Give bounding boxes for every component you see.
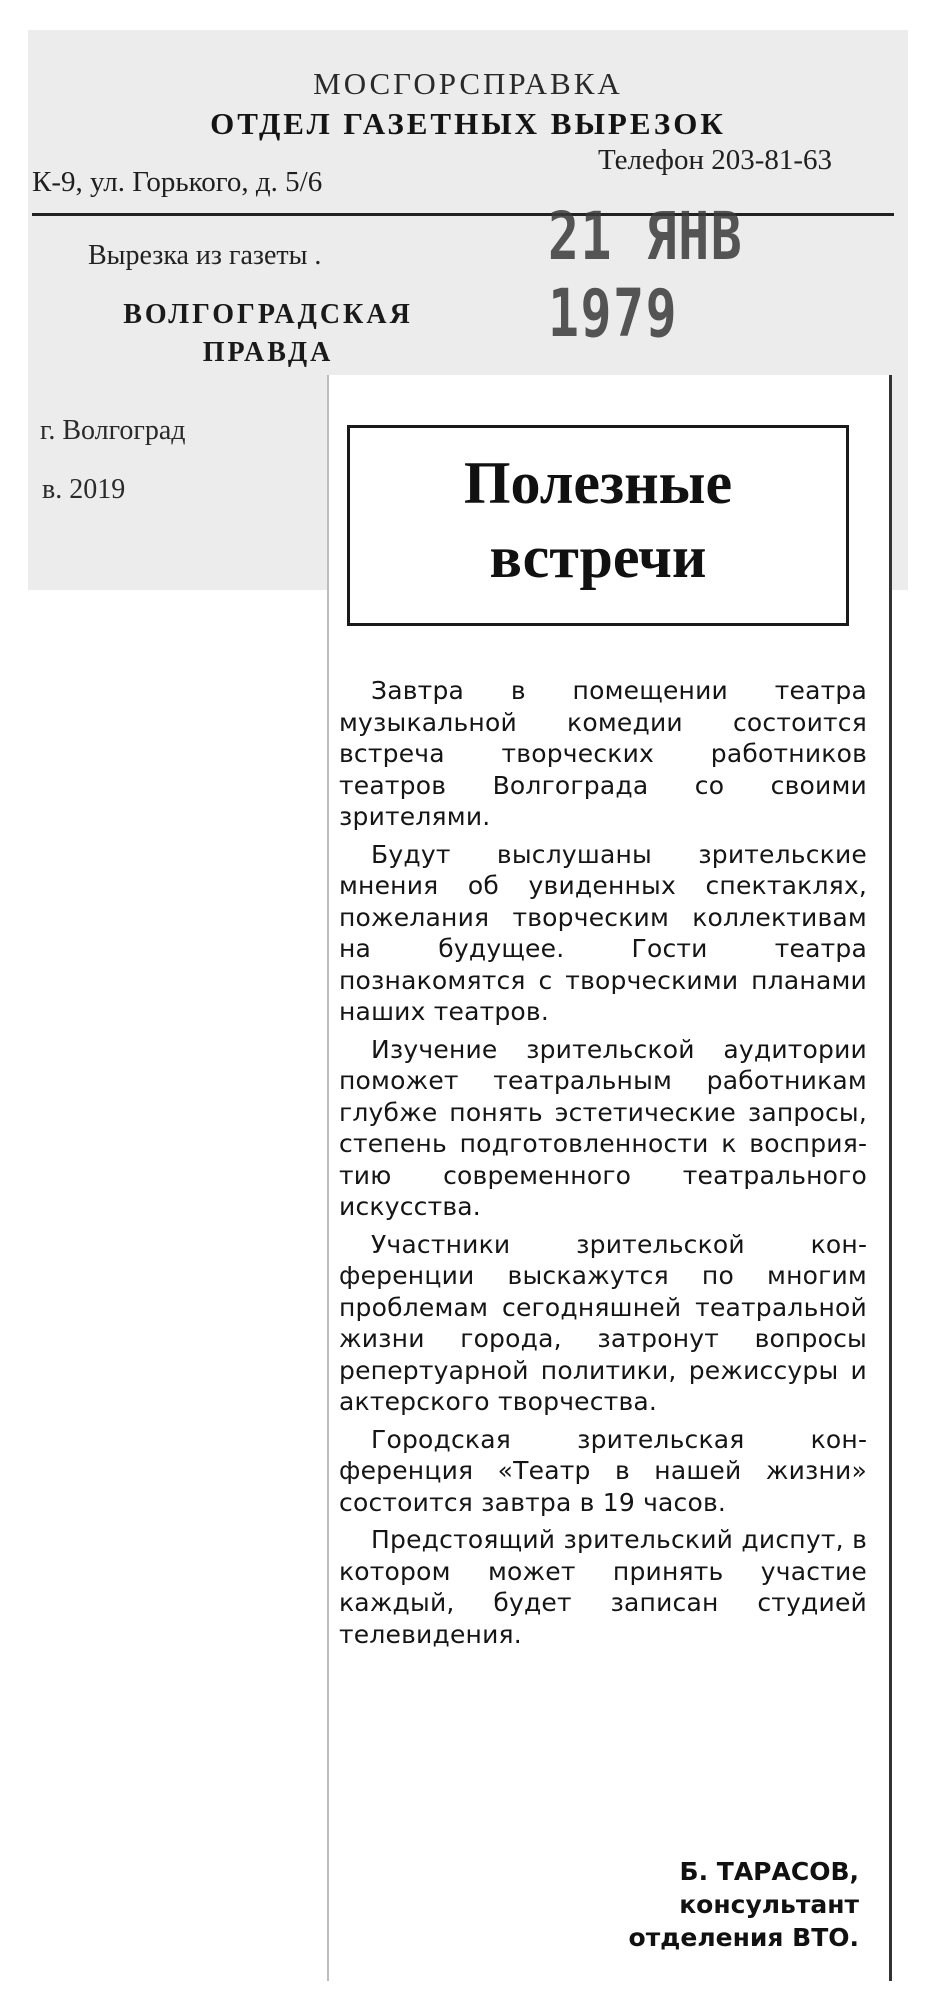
- newspaper-name-line2: ПРАВДА: [202, 337, 334, 368]
- article-clipping: [327, 375, 892, 1981]
- date-stamp: 21 ЯНВ 1979: [548, 198, 744, 352]
- article-signature: [629, 1855, 859, 1954]
- article-body: [339, 675, 867, 1656]
- article-paragraph: Городская зрительская конференция «Театр в нашей жизни» состоится завтра в 19 часов.: [339, 1424, 867, 1517]
- article-paragraph: Завтра в помещении театра музыкальной комедии состоится встреча творческих работников театров Волгограда со своими зрителями.: [339, 676, 867, 831]
- newspaper-name: [88, 296, 448, 372]
- headline-frame: [347, 425, 849, 626]
- article-headline: [350, 446, 846, 594]
- agency-phone: Телефон 203-81-63: [598, 144, 833, 176]
- headline-line2: встречи: [489, 524, 707, 590]
- agency-address: К-9, ул. Горького, д. 5/6: [32, 166, 323, 198]
- newspaper-city: г. Волгоград: [40, 415, 186, 446]
- author-name: Б. ТАРАСОВ,: [679, 1857, 859, 1886]
- headline-line1: Полезные: [463, 450, 733, 516]
- newspaper-name-line1: ВОЛГОГРАДСКАЯ: [123, 299, 413, 330]
- article-paragraph: Будут выслушаны зрительские мнения об увиденных спектаклях, пожелания творческим коллективам на будущее. Гости театра познакомятся с творческими планами наших театров.: [339, 839, 867, 1026]
- newspaper-number: в. 2019: [42, 474, 126, 505]
- author-title-line1: консультант: [679, 1890, 859, 1919]
- article-paragraph: Предстоящий зрительский диспут, в котором может принять участие каждый, будет записан студией телевидения.: [339, 1525, 867, 1649]
- clip-from-label: Вырезка из газеты .: [88, 240, 322, 271]
- agency-name: МОСГОРСПРАВКА: [313, 66, 623, 101]
- author-title-line2: отделения ВТО.: [628, 1923, 859, 1952]
- article-paragraph: Изучение зрительской аудитории поможет театральным работникам глубже понять эстетические запросы, степень подготовленности к восприятию современного театрального искусства.: [339, 1034, 867, 1221]
- department-name: ОТДЕЛ ГАЗЕТНЫХ ВЫРЕЗОК: [210, 106, 726, 141]
- article-paragraph: Участники зрительской конференции выскажутся по многим проблемам сегодняшней театральной жизни города, затронут вопросы репертуарной политики, режиссуры и актерского творчества.: [339, 1229, 867, 1416]
